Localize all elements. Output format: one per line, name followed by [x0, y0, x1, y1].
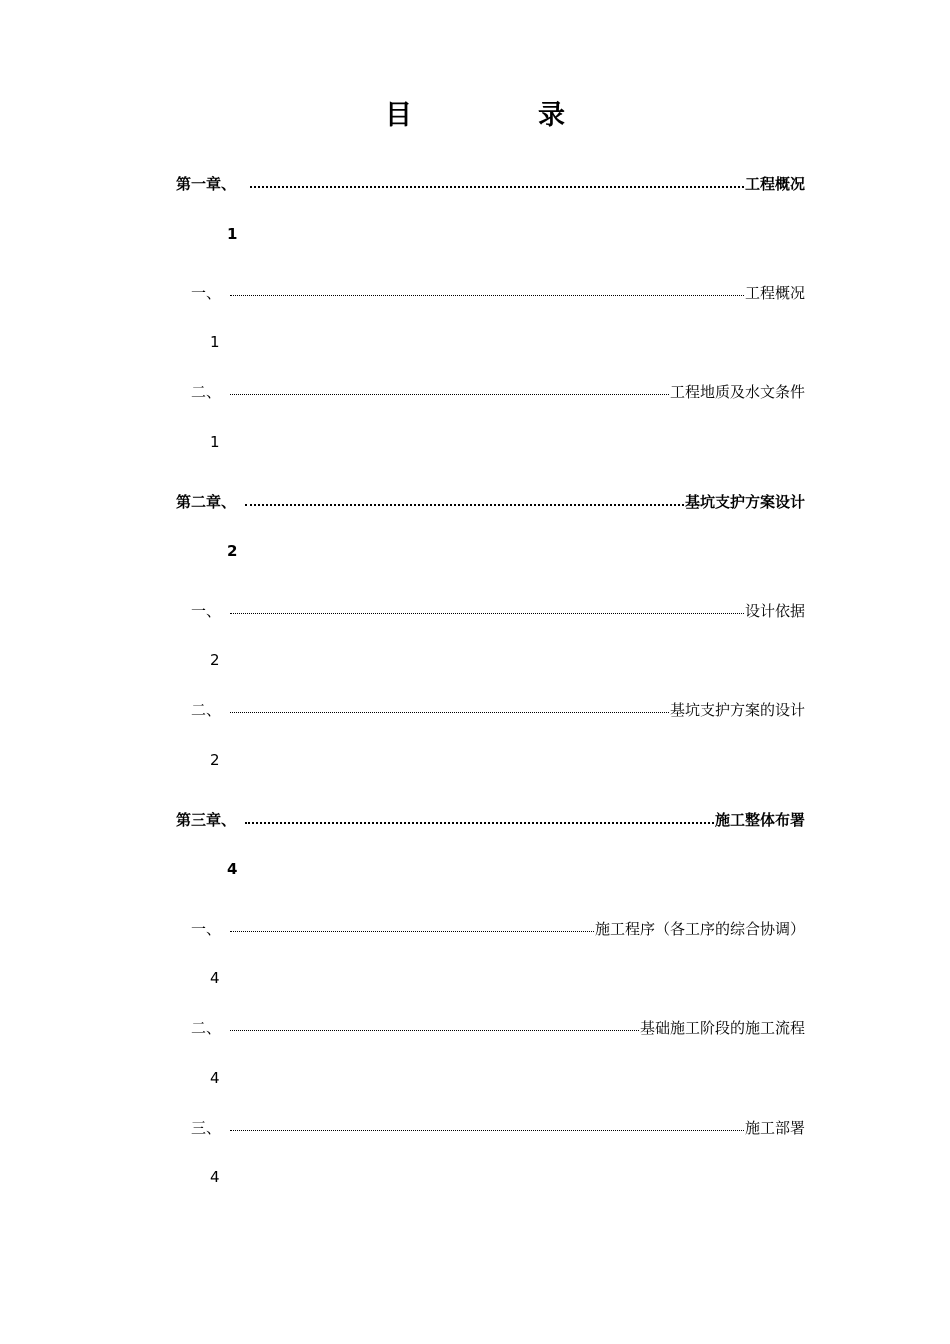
toc-leader — [245, 490, 805, 514]
section-title: 设计依据 — [744, 602, 805, 620]
section-number: 三、 — [191, 1119, 222, 1137]
toc-entry-section-3-1[interactable] — [0, 917, 950, 941]
toc-page-number: 2 — [210, 751, 220, 769]
toc-page-number: 2 — [227, 542, 238, 560]
toc-entry-chapter-3[interactable] — [0, 808, 950, 832]
toc-entry-section-2-2[interactable] — [0, 698, 950, 722]
section-number: 一、 — [191, 284, 222, 302]
section-title: 施工部署 — [744, 1119, 805, 1137]
toc-leader — [230, 917, 805, 941]
chapter-number: 第三章、 — [176, 811, 237, 829]
toc-page-number: 4 — [210, 1069, 220, 1087]
chapter-number: 第二章、 — [176, 493, 237, 511]
dot-leader — [250, 172, 744, 188]
toc-entry-section-3-3[interactable] — [0, 1116, 950, 1140]
toc-entry-chapter-2[interactable] — [0, 490, 950, 514]
toc-page-number: 4 — [210, 969, 220, 987]
toc-entry-section-1-2[interactable] — [0, 380, 950, 404]
toc-page-number: 1 — [210, 333, 220, 351]
section-title: 基坑支护方案的设计 — [669, 701, 805, 719]
toc-leader — [230, 1116, 805, 1140]
section-title: 基础施工阶段的施工流程 — [639, 1019, 805, 1037]
section-title: 工程概况 — [744, 284, 805, 302]
section-title: 施工程序（各工序的综合协调） — [594, 920, 805, 938]
section-number: 二、 — [191, 383, 222, 401]
dot-leader — [230, 599, 744, 614]
toc-page-number: 4 — [210, 1168, 220, 1186]
toc-leader — [230, 698, 805, 722]
toc-leader — [250, 172, 805, 196]
toc-leader — [230, 380, 805, 404]
section-number: 二、 — [191, 1019, 222, 1037]
dot-leader — [245, 490, 684, 506]
chapter-number: 第一章、 — [176, 175, 237, 193]
toc-heading-char-2: 录 — [538, 100, 565, 131]
dot-leader — [230, 281, 744, 296]
toc-heading-char-1: 目 — [385, 100, 412, 131]
toc-entry-section-2-1[interactable] — [0, 599, 950, 623]
toc-entry-section-3-2[interactable] — [0, 1016, 950, 1040]
toc-page-number: 1 — [210, 433, 220, 451]
dot-leader — [230, 917, 594, 932]
dot-leader — [230, 1016, 639, 1031]
dot-leader — [230, 1116, 744, 1131]
chapter-title: 施工整体布署 — [714, 811, 805, 829]
toc-page-number: 4 — [227, 860, 238, 878]
section-title: 工程地质及水文条件 — [669, 383, 805, 401]
chapter-title: 基坑支护方案设计 — [684, 493, 805, 511]
toc-leader — [230, 1016, 805, 1040]
toc-leader — [230, 281, 805, 305]
dot-leader — [230, 698, 669, 713]
toc-page-number: 1 — [227, 225, 238, 243]
section-number: 一、 — [191, 920, 222, 938]
toc-entry-chapter-1[interactable] — [0, 172, 950, 196]
toc-page-number: 2 — [210, 651, 220, 669]
toc-leader — [245, 808, 805, 832]
toc-leader — [230, 599, 805, 623]
dot-leader — [230, 380, 669, 395]
toc-entry-section-1-1[interactable] — [0, 281, 950, 305]
chapter-title: 工程概况 — [744, 175, 805, 193]
dot-leader — [245, 808, 714, 824]
toc-heading — [0, 96, 950, 136]
section-number: 一、 — [191, 602, 222, 620]
section-number: 二、 — [191, 701, 222, 719]
